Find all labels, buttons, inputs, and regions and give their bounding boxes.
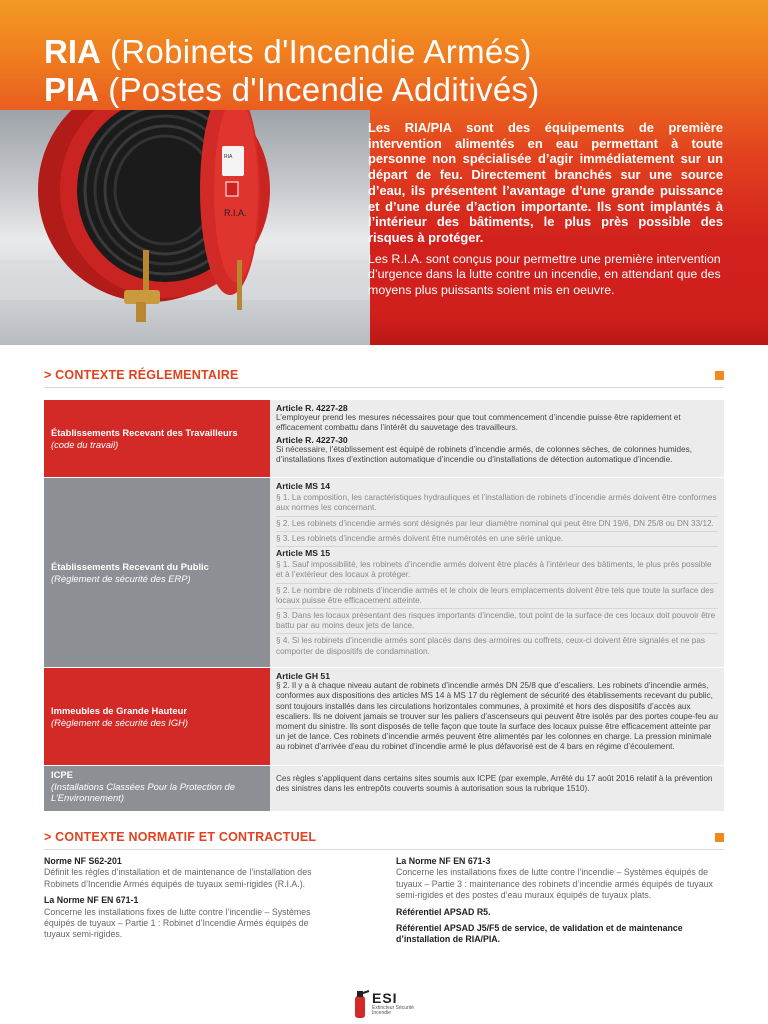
norm-title: Référentiel APSAD R5. <box>396 906 491 917</box>
article-paragraph: § 3. Les robinets d’incendie armés doivent être numérotés en une série unique. <box>276 532 718 547</box>
header-banner <box>0 0 768 345</box>
row-content <box>270 766 724 811</box>
norm-desc: Définit les règles d’installation et de maintenance de l’installation des Robinets d’Incendie Armés équipés de tuyaux semi-rigides (R.I.A.). <box>44 867 312 889</box>
article-paragraph: § 1. La composition, les caractéristiques hydrauliques et l’installation de robinets d’incendie armés doivent être conformes aux normes les concernant. <box>276 491 718 516</box>
row-label-igh <box>44 668 270 765</box>
title-text-pia: (Postes d'Incendie Additivés) <box>108 71 540 108</box>
article-title: Article MS 14 <box>276 481 330 491</box>
article-title: Article R. 4227-28 <box>276 403 348 413</box>
row-content <box>270 400 724 477</box>
table-row <box>44 766 724 812</box>
norm-desc: Concerne les installations fixes de lutte contre l’incendie – Systèmes équipés de tuyaux – Partie 1 : Robinet d’Incendie Armés équipés de tuyaux semi-rigides. <box>44 906 311 940</box>
row-label-sub: (Règlement de sécurité des ERP) <box>51 572 191 584</box>
section-heading-reglementaire <box>44 368 724 388</box>
regulation-table <box>44 400 724 812</box>
article-paragraph: § 2. Les robinets d’incendie armés sont désignés par leur diamètre nominal qui peut être DN 19/6, DN 25/8 ou DN 33/12. <box>276 517 718 532</box>
hose-reel-illustration <box>0 110 370 345</box>
intro-regular-paragraph: Les R.I.A. sont conçus pour permettre une première intervention d’urgence dans la lutte contre un incendie, en attendant que des moyens plus puissants soient mis en oeuvre. <box>368 251 721 298</box>
norm-title: Référentiel APSAD J5/F5 de service, de validation et de maintenance d’installation de RIA/PIA. <box>396 923 683 945</box>
row-label-icpe <box>44 766 270 811</box>
esi-logo <box>350 990 420 1024</box>
title-abbr-ria: RIA <box>44 33 101 70</box>
title-line-ria <box>44 34 532 70</box>
row-label-erp <box>44 478 270 667</box>
title-text-ria: (Robinets d'Incendie Armés) <box>110 33 532 70</box>
hose-reel-photo <box>0 110 370 345</box>
table-row <box>44 668 724 766</box>
article-title: Article R. 4227-30 <box>276 434 348 445</box>
article-paragraph: § 4. Si les robinets d’incendie armés sont placés dans des armoires ou coffrets, ceux-ci doivent être signalés et ne pas comporter de dispositifs de condamnation. <box>276 636 706 656</box>
norm-title: La Norme NF EN 671-3 <box>396 856 491 866</box>
orange-square-icon <box>715 833 724 842</box>
article-title: Article MS 15 <box>276 548 330 559</box>
norm-title: La Norme NF EN 671-1 <box>44 895 139 906</box>
section-title-normatif: > CONTEXTE NORMATIF ET CONTRACTUEL <box>44 830 317 844</box>
logo-tagline: Extincteur Sécurité Incendie <box>372 1005 414 1016</box>
norms-left-column <box>44 856 334 946</box>
row-label-sub: (Règlement de sécurité des IGH) <box>51 716 189 728</box>
row-label-name: ICPE <box>51 769 73 780</box>
article-title: Article GH 51 <box>276 671 330 681</box>
row-label-name: Établissements Recevant du Public <box>51 561 209 572</box>
article-paragraph: § 1. Sauf impossibilité, les robinets d’incendie armés doivent être placés à l’intérieur des bâtiments, le plus près possible et à l’extérieur des locaux à protéger. <box>276 558 718 583</box>
row-label-sub: (Installations Classées Pour la Protection de L’Environnement) <box>51 780 235 803</box>
section-divider <box>44 849 724 850</box>
reel-label-text: R.I.A. <box>224 208 247 218</box>
table-row <box>44 478 724 668</box>
section-divider <box>44 387 724 388</box>
row-label-sub: (code du travail) <box>51 438 119 450</box>
orange-square-icon <box>715 371 724 380</box>
section-title-reglementaire: > CONTEXTE RÉGLEMENTAIRE <box>44 368 239 382</box>
article-text: Ces règles s’appliquent dans certains sites soumis aux ICPE (par exemple, Arrêté du 17 août 2016 relatif à la prévention des sinistres dans les entrepôts couverts soumis à autorisation sous la rubrique 1510). <box>276 774 713 794</box>
norms-right-column <box>396 856 724 946</box>
article-text: L’employeur prend les mesures nécessaires pour que tout commencement d’incendie puisse être rapidement et efficacement combattu dans l’intérêt du sauvetage des travailleurs. <box>276 413 681 433</box>
article-text: Si nécessaire, l’établissement est équipé de robinets d’incendie armés, de colonnes sèches, de colonnes humides, d’installations fixes d’extinction automatique d’incendie ou d’installations de détection automatique d’incendie. <box>276 444 692 465</box>
article-paragraph: § 3. Dans les locaux présentant des risques importants d’incendie, tout point de la surface de ces locaux doit pouvoir être battu par au moins deux jets de lance. <box>276 609 718 634</box>
article-text: § 2. Il y a à chaque niveau autant de robinets d’incendie armés DN 25/8 que d’escaliers. Les robinets d’incendie armés, conformes aux dispositions des articles MS 14 à MS 17 du règlement de sécurité des établissements recevant du public, sont toujours installés dans les circulations horizontales communes, à proximité et hors des dispositifs d’accès aux escaliers. Ils ne doivent jamais se trouver sur les paliers d’ascenseurs qui peuvent être isolés par des portes coupe-feu au moment du sinistre. Ils sont disposés de telle façon que toute la surface des locaux puisse être efficacement atteinte par un jet de lance. Ces robinets d’incendie armés peuvent être alimentés par les colonnes en charge. La pression minimale au robinet d’arrivée d’eau du robinet d’incendie armé le plus défavorisé est de 4 bars en régime d’écoulement. <box>276 681 718 752</box>
title-abbr-pia: PIA <box>44 71 100 108</box>
title-line-pia <box>44 72 540 108</box>
section-heading-normatif <box>44 830 724 850</box>
table-row <box>44 400 724 478</box>
article-paragraph: § 2. Le nombre de robinets d’incendie armés et le choix de leurs emplacements doivent être tels que toute la surface des locaux puisse être efficacement atteinte. <box>276 584 718 609</box>
row-label-travailleurs <box>44 400 270 477</box>
row-content <box>270 478 724 667</box>
row-content <box>270 668 724 765</box>
row-label-name: Établissements Recevant des Travailleurs <box>51 427 238 438</box>
extinguisher-icon <box>350 990 370 1020</box>
norm-title: Norme NF S62-201 <box>44 856 122 866</box>
svg-text:RIA: RIA <box>224 154 233 160</box>
intro-text <box>368 120 723 299</box>
norm-desc: Concerne les installations fixes de lutte contre l’incendie – Systèmes équipés de tuyaux – Partie 3 : maintenance des robinets d’incendie armés équipés de tuyaux semi-rigides et des postes d’eau muraux équipés de tuyaux plats. <box>396 867 713 901</box>
row-label-name: Immeubles de Grande Hauteur <box>51 705 187 716</box>
intro-bold-paragraph: Les RIA/PIA sont des équipements de première intervention alimentés en eau permettant à toute personne non spécialisée d’agir immédiatement sur un départ de feu. Directement branchés sur une source d’eau, ils présentent l’avantage d’une grande puissance et d’une durée d’action importante. Ils sont implantés à l’intérieur des bâtiments, le plus près possible des risques à protéger. <box>368 120 723 245</box>
logo-name: ESI <box>372 990 398 1006</box>
